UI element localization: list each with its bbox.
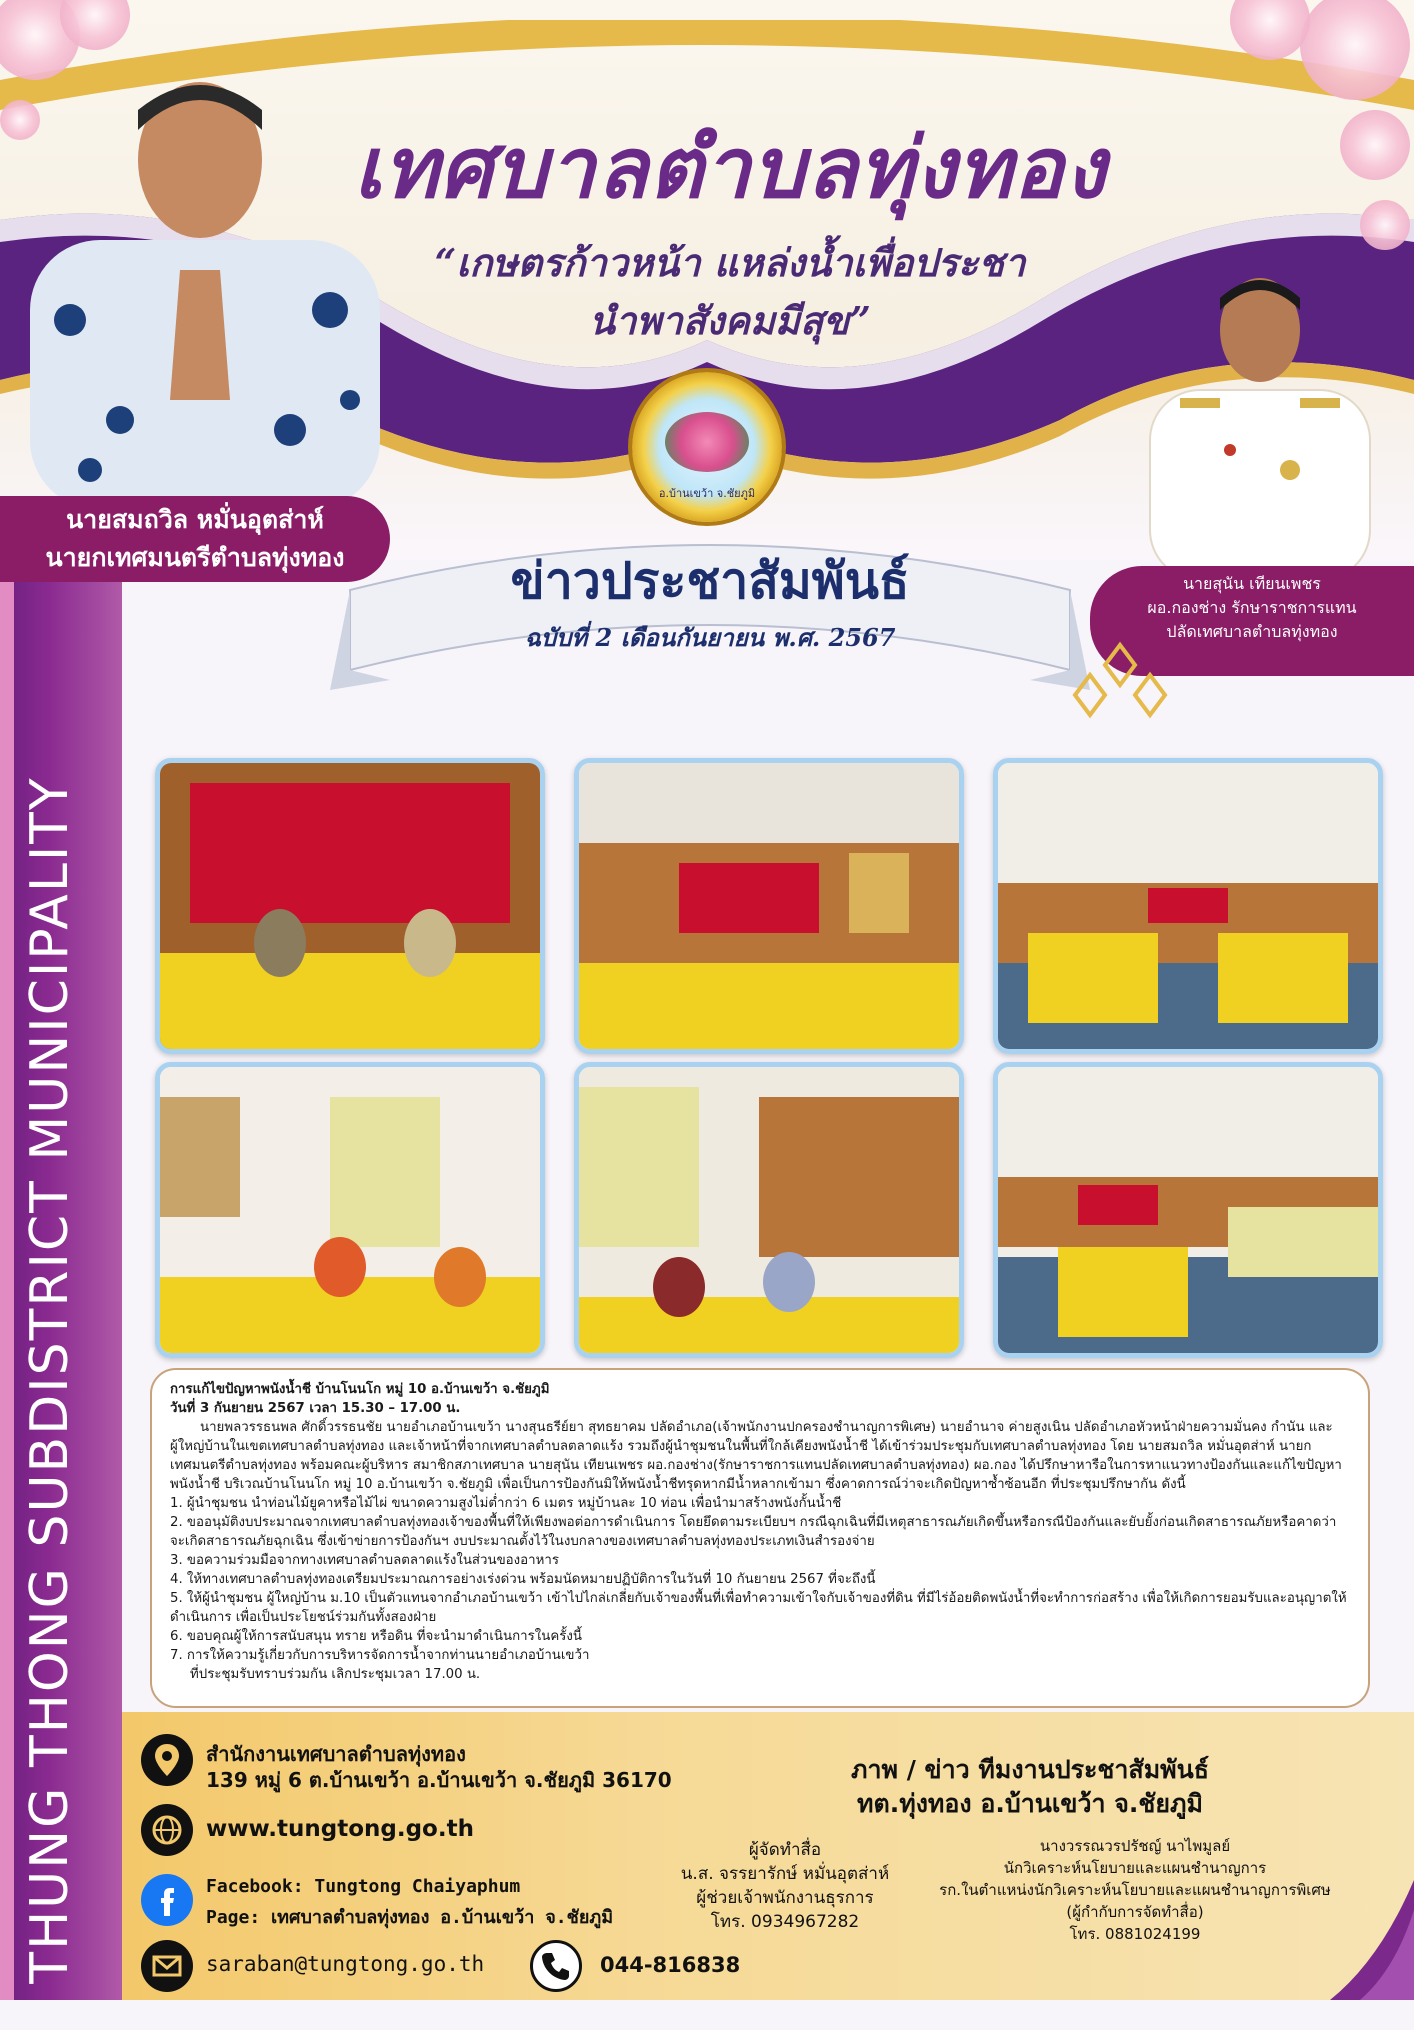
seal-text: อ.บ้านเขว้า จ.ชัยภูมิ: [658, 487, 756, 500]
supervisor-name: นางวรรณวรปรัชญ์ นาไพมูลย์: [1039, 1837, 1231, 1855]
article-datetime: วันที่ 3 กันยายน 2567 เวลา 15.30 – 17.00 น.: [170, 1401, 461, 1416]
meeting-photo-1: [155, 758, 545, 1054]
producer-phone: โทร. 0934967282: [710, 1912, 860, 1932]
article-item: 6. ขอบคุณผู้ให้การสนับสนุน ทราย หรือดิน ที่จะนำมาดำเนินการในครั้งนี้: [170, 1629, 582, 1644]
producer-name: น.ส. จรรยารักษ์ หมั่นอุตส่าห์: [680, 1864, 890, 1884]
article-item: 4. ให้ทางเทศบาลตำบลทุ่งทองเตรียมประมาณการอย่างเร่งด่วน พร้อมนัดหมายปฏิบัติการในวันที่ 10 กันยายน 2567 ที่จะถึงนี้: [170, 1572, 876, 1587]
side-vertical-label: THUNG THONG SUBDISTRICT MUNICIPALITY: [20, 776, 80, 1984]
article-item: 5. ให้ผู้นำชุมชน ผู้ใหญ่บ้าน ม.10 เป็นตัวแทนจากอำเภอบ้านเขว้า เข้าไปไกล่เกลี่ยกับเจ้าของพื้นที่เพื่อทำความเข้าใจกับเจ้าของที่ดิน ที่มีไร่อ้อยติดพนังน้ำที่จะทำการก่อสร้าง เพื่อให้เกิดการยอมรับและอนุญาตให้ดำเนินการ เพื่อเป็นประโยชน์ร่วมกันทั้งสองฝ่าย: [170, 1591, 1347, 1625]
supervisor-title-2: รก.ในตำแหน่งนักวิเคราะห์นโยบายและแผนชำนาญการพิเศษ: [939, 1881, 1331, 1899]
credit-line-2: ทต.ทุ่งทอง อ.บ้านเขว้า จ.ชัยภูมิ: [857, 1789, 1203, 1818]
globe-icon[interactable]: [141, 1804, 193, 1856]
producer-role: ผู้จัดทำสื่อ: [748, 1840, 822, 1860]
email-address[interactable]: saraban@tungtong.go.th: [206, 1952, 485, 1976]
office-name: สำนักงานเทศบาลตำบลทุ่งทอง: [206, 1742, 466, 1766]
facebook-page[interactable]: Page: เทศบาลตำบลทุ่งทอง อ.บ้านเขว้า จ.ชัยภูมิ: [206, 1907, 614, 1928]
supervisor-title-1: นักวิเคราะห์นโยบายและแผนชำนาญการ: [1003, 1859, 1267, 1877]
article-heading: การแก้ไขปัญหาพนังน้ำชี บ้านโนนโก หมู่ 10 อ.บ้านเขว้า จ.ชัยภูมิ: [170, 1382, 550, 1397]
website-link[interactable]: www.tungtong.go.th: [206, 1816, 474, 1842]
article-item: 2. ขออนุมัติงบประมาณจากเทศบาลตำบลทุ่งทองเจ้าของพื้นที่ให้เพียงพอต่อการดำเนินการ โดยยึดตามระเบียบฯ กรณีฉุกเฉินที่มีเหตุสาธารณภัยเกิดขึ้นหรือกรณีป้องกันและยับยั้งก่อนเกิดสาธารณภัยหรือคาดว่าจะเกิดสาธารณภัยฉุกเฉิน ซึ่งเข้าข่ายการป้องกันฯ งบประมาณตั้งไว้ในงบกลางของเทศบาลตำบลทุ่งทองประเภทเงินสำรองจ่าย: [170, 1515, 1337, 1549]
article-body: [150, 1368, 1370, 1708]
chief-officer-name: นายสุนัน เทียนเพชร: [1183, 574, 1321, 593]
location-pin-icon: [141, 1734, 193, 1786]
lotus-emblem-icon: [665, 412, 749, 472]
municipality-seal-logo: [632, 372, 782, 522]
facebook-icon[interactable]: [141, 1874, 193, 1926]
slogan-line-1: “เกษตรก้าวหน้า แหล่งน้ำเพื่อประชา: [434, 240, 1026, 285]
mayor-name: นายสมถวิล หมั่นอุตส่าห์: [66, 505, 324, 534]
press-release-title: ข่าวประชาสัมพันธ์: [510, 551, 910, 610]
article-item: 7. การให้ความรู้เกี่ยวกับการบริหารจัดการน้ำจากท่านนายอำเภอบ้านเขว้า: [170, 1648, 590, 1663]
meeting-photo-4: [155, 1062, 545, 1358]
chief-officer-position-1: ผอ.กองช่าง รักษาราชการแทน: [1147, 598, 1357, 617]
supervisor-role: (ผู้กำกับการจัดทำสื่อ): [1066, 1903, 1204, 1921]
supervisor-phone: โทร. 0881024199: [1069, 1925, 1201, 1943]
issue-number: ฉบับที่ 2 เดือนกันยายน พ.ศ. 2567: [524, 623, 896, 652]
article-paragraph: นายพลวรรธนพล ศักดิ์วรรธนชัย นายอำเภอบ้านเขว้า นางสุนธรีย์ยา สุทธยาคม ปลัดอำเภอ(เจ้าพนักงานปกครองชำนาญการพิเศษ) นายอำนาจ ค่ายสูงเนิน ปลัดอำเภอหัวหน้าฝ่ายความมั่นคง กำนัน และผู้ใหญ่บ้านในเขตเทศบาลตำบลทุ่งทอง และเจ้าหน้าที่จากเทศบาลตำบลตลาดแร้ง รวมถึงผู้นำชุมชนในพื้นที่ใกล้เคียงพนังน้ำชี ได้เข้าร่วมประชุมกับเทศบาลตำบลทุ่งทอง โดย นายสมถวิล หมั่นอุตส่าห์ นายกเทศมนตรีตำบลทุ่งทอง พร้อมคณะผู้บริหาร สมาชิกสภาเทศบาล นายสุนัน เทียนเพชร ผอ.กองช่าง(รักษาราชการแทนปลัดเทศบาลตำบลทุ่งทอง) ผอ.กอง ได้ปรึกษาหารือในการหาแนวทางป้องกันและแก้ไขปัญหาพนังน้ำชี บริเวณบ้านโนนโก หมู่ 10 อ.บ้านเขว้า จ.ชัยภูมิ เพื่อเป็นการป้องกันมิให้พนังน้ำชีทรุดหากมีน้ำหลากเข้ามา ซึ่งคาดการณ์ว่าจะเกิดปัญหาซ้ำซ้อนอีก ที่ประชุมปรึกษากัน ดังนี้: [170, 1420, 1342, 1492]
municipality-title: เทศบาลตำบลทุ่งทอง: [353, 118, 1107, 217]
chief-officer-position-2: ปลัดเทศบาลตำบลทุ่งทอง: [1166, 622, 1338, 641]
mayor-position: นายกเทศมนตรีตำบลทุ่งทอง: [45, 543, 345, 572]
producer-title: ผู้ช่วยเจ้าพนักงานธุรการ: [696, 1888, 874, 1908]
email-icon[interactable]: [141, 1940, 193, 1992]
credit-line-1: ภาพ / ข่าว ทีมงานประชาสัมพันธ์: [851, 1755, 1209, 1784]
article-closing: ที่ประชุมรับทราบร่วมกัน เลิกประชุมเวลา 17.00 น.: [190, 1667, 481, 1682]
facebook-handle[interactable]: Facebook: Tungtong Chaiyaphum: [206, 1876, 521, 1897]
phone-number[interactable]: 044-816838: [600, 1953, 741, 1977]
meeting-photo-5: [574, 1062, 964, 1358]
slogan-line-2: นำพาสังคมมีสุข”: [589, 298, 871, 343]
purple-corner-decoration: [1320, 1880, 1414, 2000]
article-item: 1. ผู้นำชุมชน นำท่อนไม้ยูคาหรือไม้ไผ่ ขนาดความสูงไม่ต่ำกว่า 6 เมตร หมู่บ้านละ 10 ท่อน เพื่อนำมาสร้างพนังกั้นน้ำชี: [170, 1496, 842, 1511]
meeting-photo-3: [993, 758, 1383, 1054]
gold-ornament-icon: [1065, 640, 1175, 730]
meeting-photo-2: [574, 758, 964, 1054]
mayor-portrait: [30, 70, 380, 500]
chief-officer-portrait: [1140, 270, 1380, 570]
meeting-photo-6: [993, 1062, 1383, 1358]
office-address: 139 หมู่ 6 ต.บ้านเขว้า อ.บ้านเขว้า จ.ชัยภูมิ 36170: [206, 1768, 672, 1792]
phone-icon[interactable]: [530, 1940, 582, 1992]
article-item: 3. ขอความร่วมมือจากทางเทศบาลตำบลตลาดแร้งในส่วนของอาหาร: [170, 1553, 559, 1568]
